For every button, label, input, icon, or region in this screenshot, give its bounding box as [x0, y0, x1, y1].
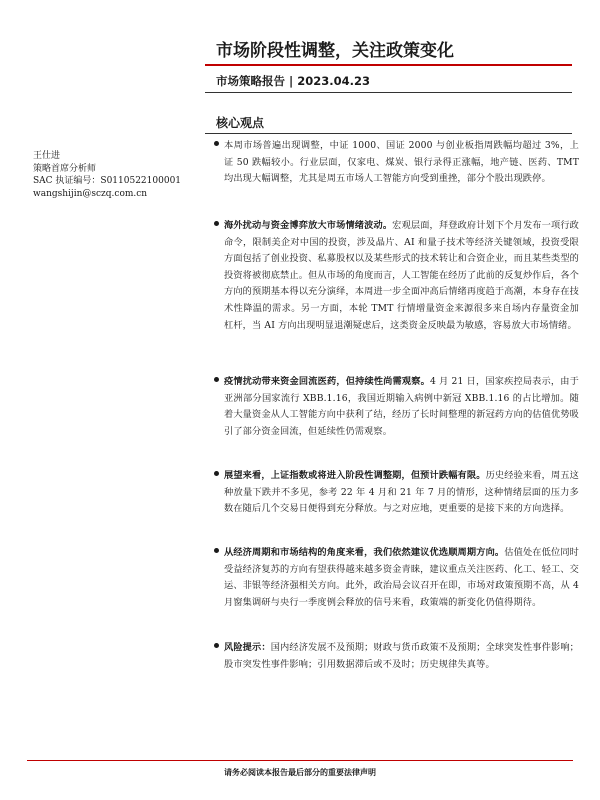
core-bullet-outlook — [224, 468, 579, 518]
bullet-text — [224, 640, 579, 673]
bullet-text — [224, 138, 579, 188]
bullet-lead: 疫情扰动带来资金回流医药，但持续性尚需观察。 — [224, 376, 430, 387]
core-views-divider — [205, 133, 572, 134]
bullet-dot-icon — [214, 643, 219, 648]
bullet-body: 宏观层面，拜登政府计划下个月发布一项行政命令，限制美企对中国的投资，涉及晶片、AI 和量子技术等经济关键领域，投资受限方面包括了创业投资、私募股权以及某些形式的技术转让和合资企业，而且某些类型的投资将被彻底禁止。但从市场的角度而言，人工智能在经历了此前的反复炒作后，各个方向的预期基本得以充分演绎，本周进一步全面冲高后情绪再度趋于高潮，本身存在技术性降温的需求。另一方面，本轮 TMT 行情增量资金来源很多来自场内存量资金加杠杆，当 AI 方向出现明显退潮疑虑后，这类资金反映最为敏感，容易放大市场情绪。 — [224, 220, 580, 331]
subtitle-divider — [205, 92, 572, 93]
report-subtitle: 市场策略报告 | 2023.04.23 — [216, 74, 370, 88]
analyst-title: 策略首席分析师 — [33, 163, 97, 174]
core-bullet-epidemic-pharma — [224, 374, 579, 440]
bullet-dot-icon — [214, 548, 219, 553]
footer-divider — [27, 760, 573, 761]
bullet-lead: 海外扰动与资金博弈放大市场情绪波动。 — [224, 220, 393, 231]
bullet-dot-icon — [214, 377, 219, 382]
report-title: 市场阶段性调整，关注政策变化 — [216, 41, 454, 61]
footer-disclaimer: 请务必阅读本报告最后部分的重要法律声明 — [224, 767, 376, 777]
bullet-body: 国内经济发展不及预期；财政与货币政策不及预期；全球突发性事件影响；股市突发性事件影响；引用数据滞后或不及时；历史规律失真等。 — [224, 642, 580, 670]
core-bullet-cyclical-direction — [224, 545, 579, 611]
bullet-text — [224, 468, 579, 518]
bullet-lead: 风险提示： — [224, 642, 271, 653]
bullet-dot-icon — [214, 141, 219, 146]
bullet-body: 4 月 21 日，国家疾控局表示，由于亚洲部分国家流行 XBB.1.16，我国近期输入病例中新冠 XBB.1.16 的占比增加。随着大量资金从人工智能方向中获利了结，经历了长时间整理的新冠药方向的估值优势吸引了部分资金回流，但延续性仍需观察。 — [224, 376, 579, 437]
core-bullet-risk-warning — [224, 640, 579, 673]
bullet-lead: 从经济周期和市场结构的角度来看，我们依然建议优选顺周期方向。 — [224, 547, 505, 558]
bullet-body: 本周市场普遍出现调整，中证 1000、国证 2000 与创业板指周跌幅均超过 3%，上证 50 跌幅较小。行业层面，仅家电、煤炭、银行录得正涨幅，地产链、医药、TMT 均出现大幅调整，尤其是周五市场人工智能方向受到重挫，部分个股出现跌停。 — [224, 140, 579, 185]
core-views-heading: 核心观点 — [216, 116, 265, 130]
core-bullet-overseas-disturbance — [224, 218, 579, 334]
bullet-body: 历史经验来看，周五这种放量下跌并不多见，参考 22 年 4 月和 21 年 7 月的情形，这种情绪层面的压力多数在随后几个交易日便得到充分释放。与之对应地，更重要的是接下来的方向选择。 — [224, 470, 580, 515]
title-divider — [205, 64, 572, 66]
analyst-info — [33, 150, 208, 200]
core-bullet-market-overview — [224, 138, 579, 188]
bullet-text — [224, 218, 579, 334]
bullet-lead: 展望来看，上证指数或将进入阶段性调整期，但预计跌幅有限。 — [224, 470, 486, 481]
analyst-name: 王仕进 — [33, 151, 61, 161]
analyst-email: wangshijin@sczq.com.cn — [33, 188, 148, 199]
bullet-dot-icon — [214, 471, 219, 476]
bullet-text — [224, 545, 579, 611]
analyst-sac-number: SAC 执证编号：S0110522100001 — [33, 176, 182, 186]
bullet-dot-icon — [214, 221, 219, 226]
bullet-text — [224, 374, 579, 440]
bullet-body: 估值处在低位同时受益经济复苏的方向有望获得越来越多资金青睐，建议重点关注医药、化工、轻工、交运、非银等经济强相关方向。此外，政治局会议召开在即，市场对政策预期不高，从 4 月窗集调研与央行一季度例会释放的信号来看，政策端的新变化仍值得期待。 — [224, 547, 579, 608]
